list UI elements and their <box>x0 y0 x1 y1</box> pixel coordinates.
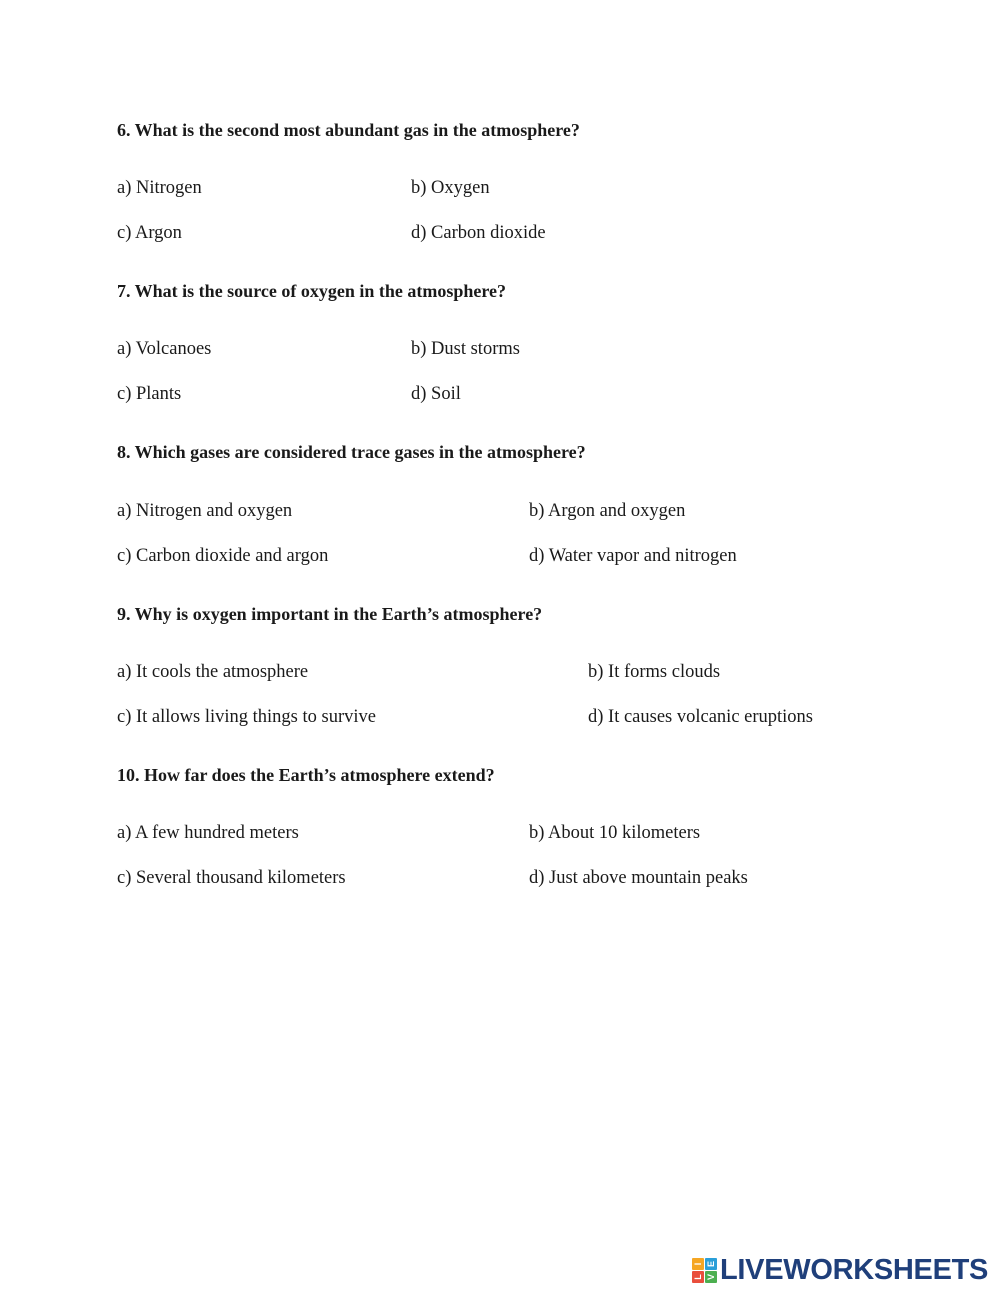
question-10-option-a[interactable]: a) A few hundred meters <box>117 823 299 843</box>
question-8-option-b[interactable]: b) Argon and oxygen <box>529 501 686 521</box>
question-6-option-d[interactable]: d) Carbon dioxide <box>411 223 546 243</box>
question-9-option-d[interactable]: d) It causes volcanic eruptions <box>588 707 814 727</box>
question-9-option-c[interactable]: c) It allows living things to survive <box>117 707 376 727</box>
question-8-option-c[interactable]: c) Carbon dioxide and argon <box>117 546 329 566</box>
question-9-option-a[interactable]: a) It cools the atmosphere <box>117 662 309 682</box>
question-6-option-b[interactable]: b) Oxygen <box>411 178 490 198</box>
liveworksheets-wordmark: LIVEWORKSHEETS <box>720 1254 989 1286</box>
question-7-option-d[interactable]: d) Soil <box>411 384 461 404</box>
logo-letter-v: V <box>705 1271 717 1283</box>
liveworksheets-logo <box>692 1255 988 1285</box>
question-6-option-c[interactable]: c) Argon <box>117 223 182 243</box>
question-7-option-c[interactable]: c) Plants <box>117 384 182 404</box>
question-8-option-d[interactable]: d) Water vapor and nitrogen <box>529 546 737 566</box>
question-6-option-a[interactable]: a) Nitrogen <box>117 178 202 198</box>
question-9-option-b[interactable]: b) It forms clouds <box>588 662 721 682</box>
liveworksheets-icon <box>692 1258 717 1283</box>
logo-letter-l: L <box>692 1271 704 1283</box>
question-10-option-b[interactable]: b) About 10 kilometers <box>529 823 701 843</box>
question-8-option-a[interactable]: a) Nitrogen and oxygen <box>117 501 293 521</box>
question-7-option-b[interactable]: b) Dust storms <box>411 339 520 359</box>
question-10: 10. How far does the Earth’s atmosphere extend? <box>117 765 495 785</box>
question-6: 6. What is the second most abundant gas in the atmosphere? <box>117 120 580 140</box>
question-10-option-c[interactable]: c) Several thousand kilometers <box>117 868 346 888</box>
question-7-option-a[interactable]: a) Volcanoes <box>117 339 212 359</box>
logo-letter-e: E <box>705 1258 717 1270</box>
question-7: 7. What is the source of oxygen in the atmosphere? <box>117 281 506 301</box>
question-10-option-d[interactable]: d) Just above mountain peaks <box>529 868 748 888</box>
question-9: 9. Why is oxygen important in the Earth’s atmosphere? <box>117 604 543 624</box>
logo-letter-i: I <box>692 1258 704 1270</box>
question-8: 8. Which gases are considered trace gases in the atmosphere? <box>117 442 586 462</box>
